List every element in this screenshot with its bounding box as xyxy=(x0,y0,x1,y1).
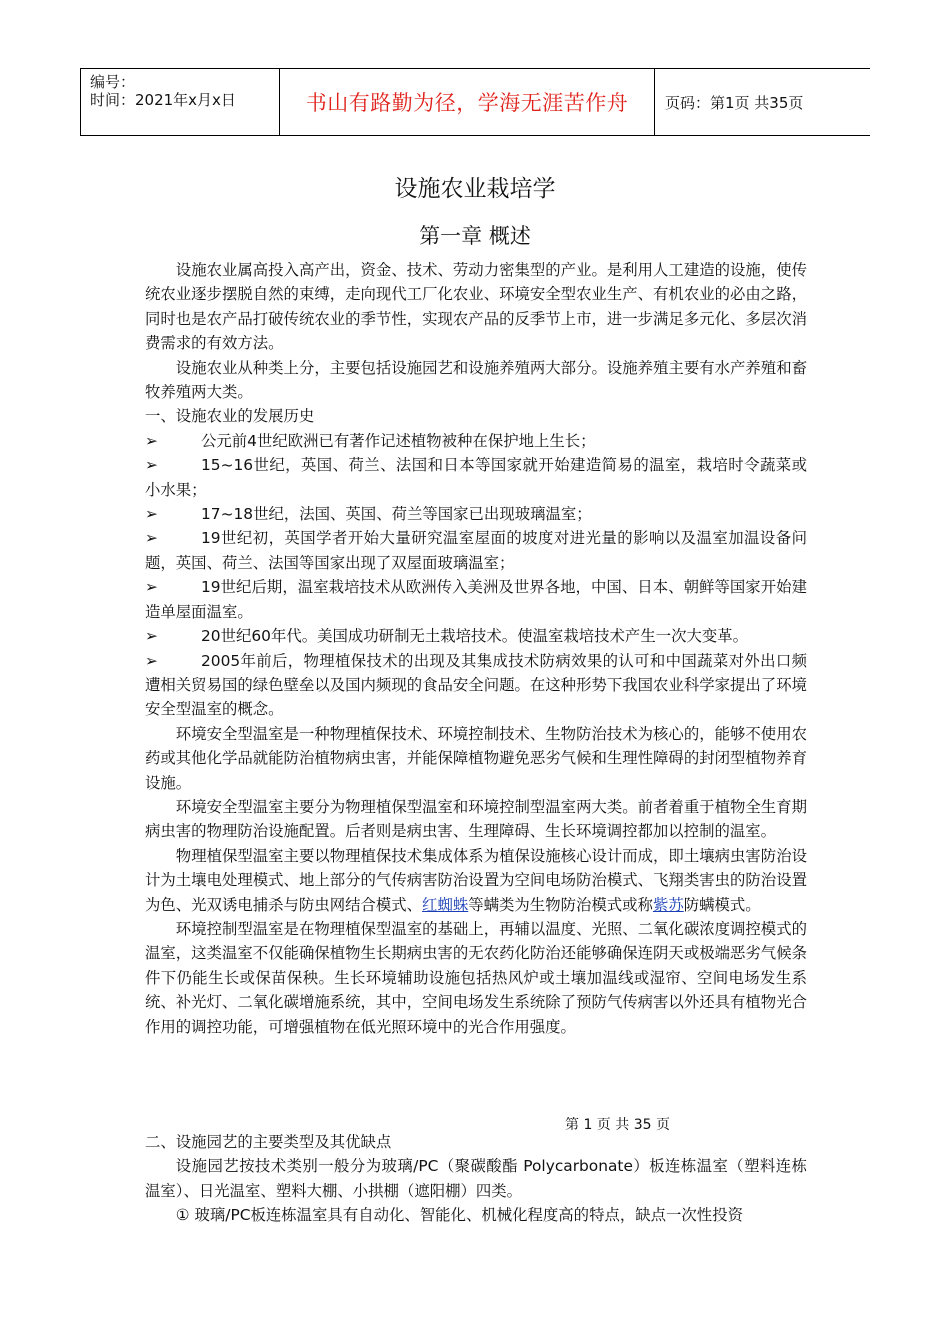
paragraph: 环境控制型温室是在物理植保型温室的基础上，再辅以温度、光照、二氧化碳浓度调控模式的温室，这类温室不仅能确保植物生长期病虫害的无农药化防治还能够确保连阴天或极端恶劣气候条件下仍能生长或保苗保秧。生长环境辅助设施包括热风炉或土壤加温线或湿帘、空间电场发生系统、补光灯、二氧化碳增施系统，其中，空间电场发生系统除了预防气传病害以外还具有植物光合作用的调控功能，可增强植物在低光照环境中的光合作用强度。 xyxy=(145,919,807,1036)
document-title: 设施农业栽培学 xyxy=(394,176,556,202)
bullet-icon: ➢ xyxy=(145,456,158,475)
list-item xyxy=(145,453,807,502)
bullet-icon: ➢ xyxy=(145,431,158,450)
list-item-text: 2005年前后，物理植保技术的出现及其集成技术防病效果的认可和中国蔬菜对外出口频遭相关贸易国的绿色壁垒以及国内频现的食品安全问题。在这种形势下我国农业科学家提出了环境安全型温室的概念。 xyxy=(145,651,807,719)
paragraph: 环境安全型温室主要分为物理植保型温室和环境控制型温室两大类。前者着重于植物全生育期病虫害的物理防治设施配置。后者则是病虫害、生理障碍、生长环境调控都加以控制的温室。 xyxy=(145,797,807,841)
paragraph: ① 玻璃/PC板连栋温室具有自动化、智能化、机械化程度高的特点，缺点一次性投资 xyxy=(175,1206,743,1225)
page-label: 页码：第1页 共35页 xyxy=(665,93,804,112)
link-red-spider[interactable]: 红蜘蛛 xyxy=(422,895,469,914)
header-page-cell xyxy=(655,69,870,135)
list-item xyxy=(145,502,807,526)
motto: 书山有路勤为径，学海无涯苦作舟 xyxy=(305,91,629,115)
header-table xyxy=(80,68,870,136)
list-item-text: 20世纪60年代。美国成功研制无土栽培技术。使温室栽培技术产生一次大变革。 xyxy=(201,627,749,646)
bullet-icon: ➢ xyxy=(145,505,158,524)
paragraph: 设施农业属高投入高产出，资金、技术、劳动力密集型的产业。是利用人工建造的设施，使传统农业逐步摆脱自然的束缚，走向现代工厂化农业、环境安全型农业生产、有机农业的必由之路，同时也是农产品打破传统农业的季节性，实现农产品的反季节上市，进一步满足多元化、多层次消费需求的有效方法。 xyxy=(145,261,807,353)
bullet-icon: ➢ xyxy=(145,578,158,597)
list-item-text: 公元前4世纪欧洲已有著作记述植物被种在保护地上生长； xyxy=(201,431,596,450)
bullet-icon: ➢ xyxy=(145,651,158,670)
document-body xyxy=(145,258,807,1039)
header-meta-cell xyxy=(80,69,280,135)
link-perilla[interactable]: 紫苏 xyxy=(652,895,684,914)
bullet-icon: ➢ xyxy=(145,529,158,548)
paragraph-text: 等螨类为生物防治模式或称 xyxy=(468,895,653,914)
paragraph xyxy=(145,844,807,917)
document-body-continued xyxy=(145,1130,807,1228)
time-label: 时间：2021年x月x日 xyxy=(90,91,236,109)
number-label: 编号： xyxy=(90,73,136,91)
chapter-title: 第一章 概述 xyxy=(419,224,531,248)
list-item xyxy=(145,649,807,722)
list-item-text: 19世纪初，英国学者开始大量研究温室屋面的坡度对进光量的影响以及温室加温设备问题，英国、荷兰、法国等国家出现了双屋面玻璃温室； xyxy=(145,529,807,572)
list-item xyxy=(145,429,807,453)
list-item xyxy=(145,575,807,624)
paragraph: 设施农业从种类上分，主要包括设施园艺和设施养殖两大部分。设施养殖主要有水产养殖和畜牧养殖两大类。 xyxy=(145,358,807,402)
paragraph: 环境安全型温室是一种物理植保技术、环境控制技术、生物防治技术为核心的，能够不使用农药或其他化学品就能防治植物病虫害，并能保障植物避免恶劣气候和生理性障碍的封闭型植物养育设施。 xyxy=(145,724,807,792)
section-heading: 二、设施园艺的主要类型及其优缺点 xyxy=(145,1133,392,1151)
list-item xyxy=(145,624,807,648)
bullet-icon: ➢ xyxy=(145,627,158,646)
section-heading: 一、设施农业的发展历史 xyxy=(145,407,315,426)
header-motto-cell xyxy=(280,69,655,135)
paragraph: 设施园艺按技术类别一般分为玻璃/PC（聚碳酸酯 Polycarbonate）板连栋温室（塑料连栋温室）、日光温室、塑料大棚、小拱棚（遮阳棚）四类。 xyxy=(145,1157,807,1200)
list-item-text: 17~18世纪，法国、英国、荷兰等国家已出现玻璃温室； xyxy=(201,505,592,524)
paragraph-text: 物理植保型温室主要以物理植保技术集成体系为植保设施核心设计而成，即土壤病虫害防治设计为土壤电处理模式、地上部分的气传病害防治设置为空间电场防治模式、飞翔类害虫的防治设置为色、光双诱电捕杀与防虫网结合模式、 xyxy=(145,846,807,914)
paragraph-text: 防螨模式。 xyxy=(683,895,761,914)
list-item-text: 19世纪后期，温室栽培技术从欧洲传入美洲及世界各地，中国、日本、朝鲜等国家开始建造单屋面温室。 xyxy=(145,578,807,621)
list-item xyxy=(145,526,807,575)
list-item-text: 15~16世纪，英国、荷兰、法国和日本等国家就开始建造简易的温室，栽培时令蔬菜或小水果； xyxy=(145,456,807,499)
page-footer: 第 1 页 共 35 页 xyxy=(565,1117,670,1133)
